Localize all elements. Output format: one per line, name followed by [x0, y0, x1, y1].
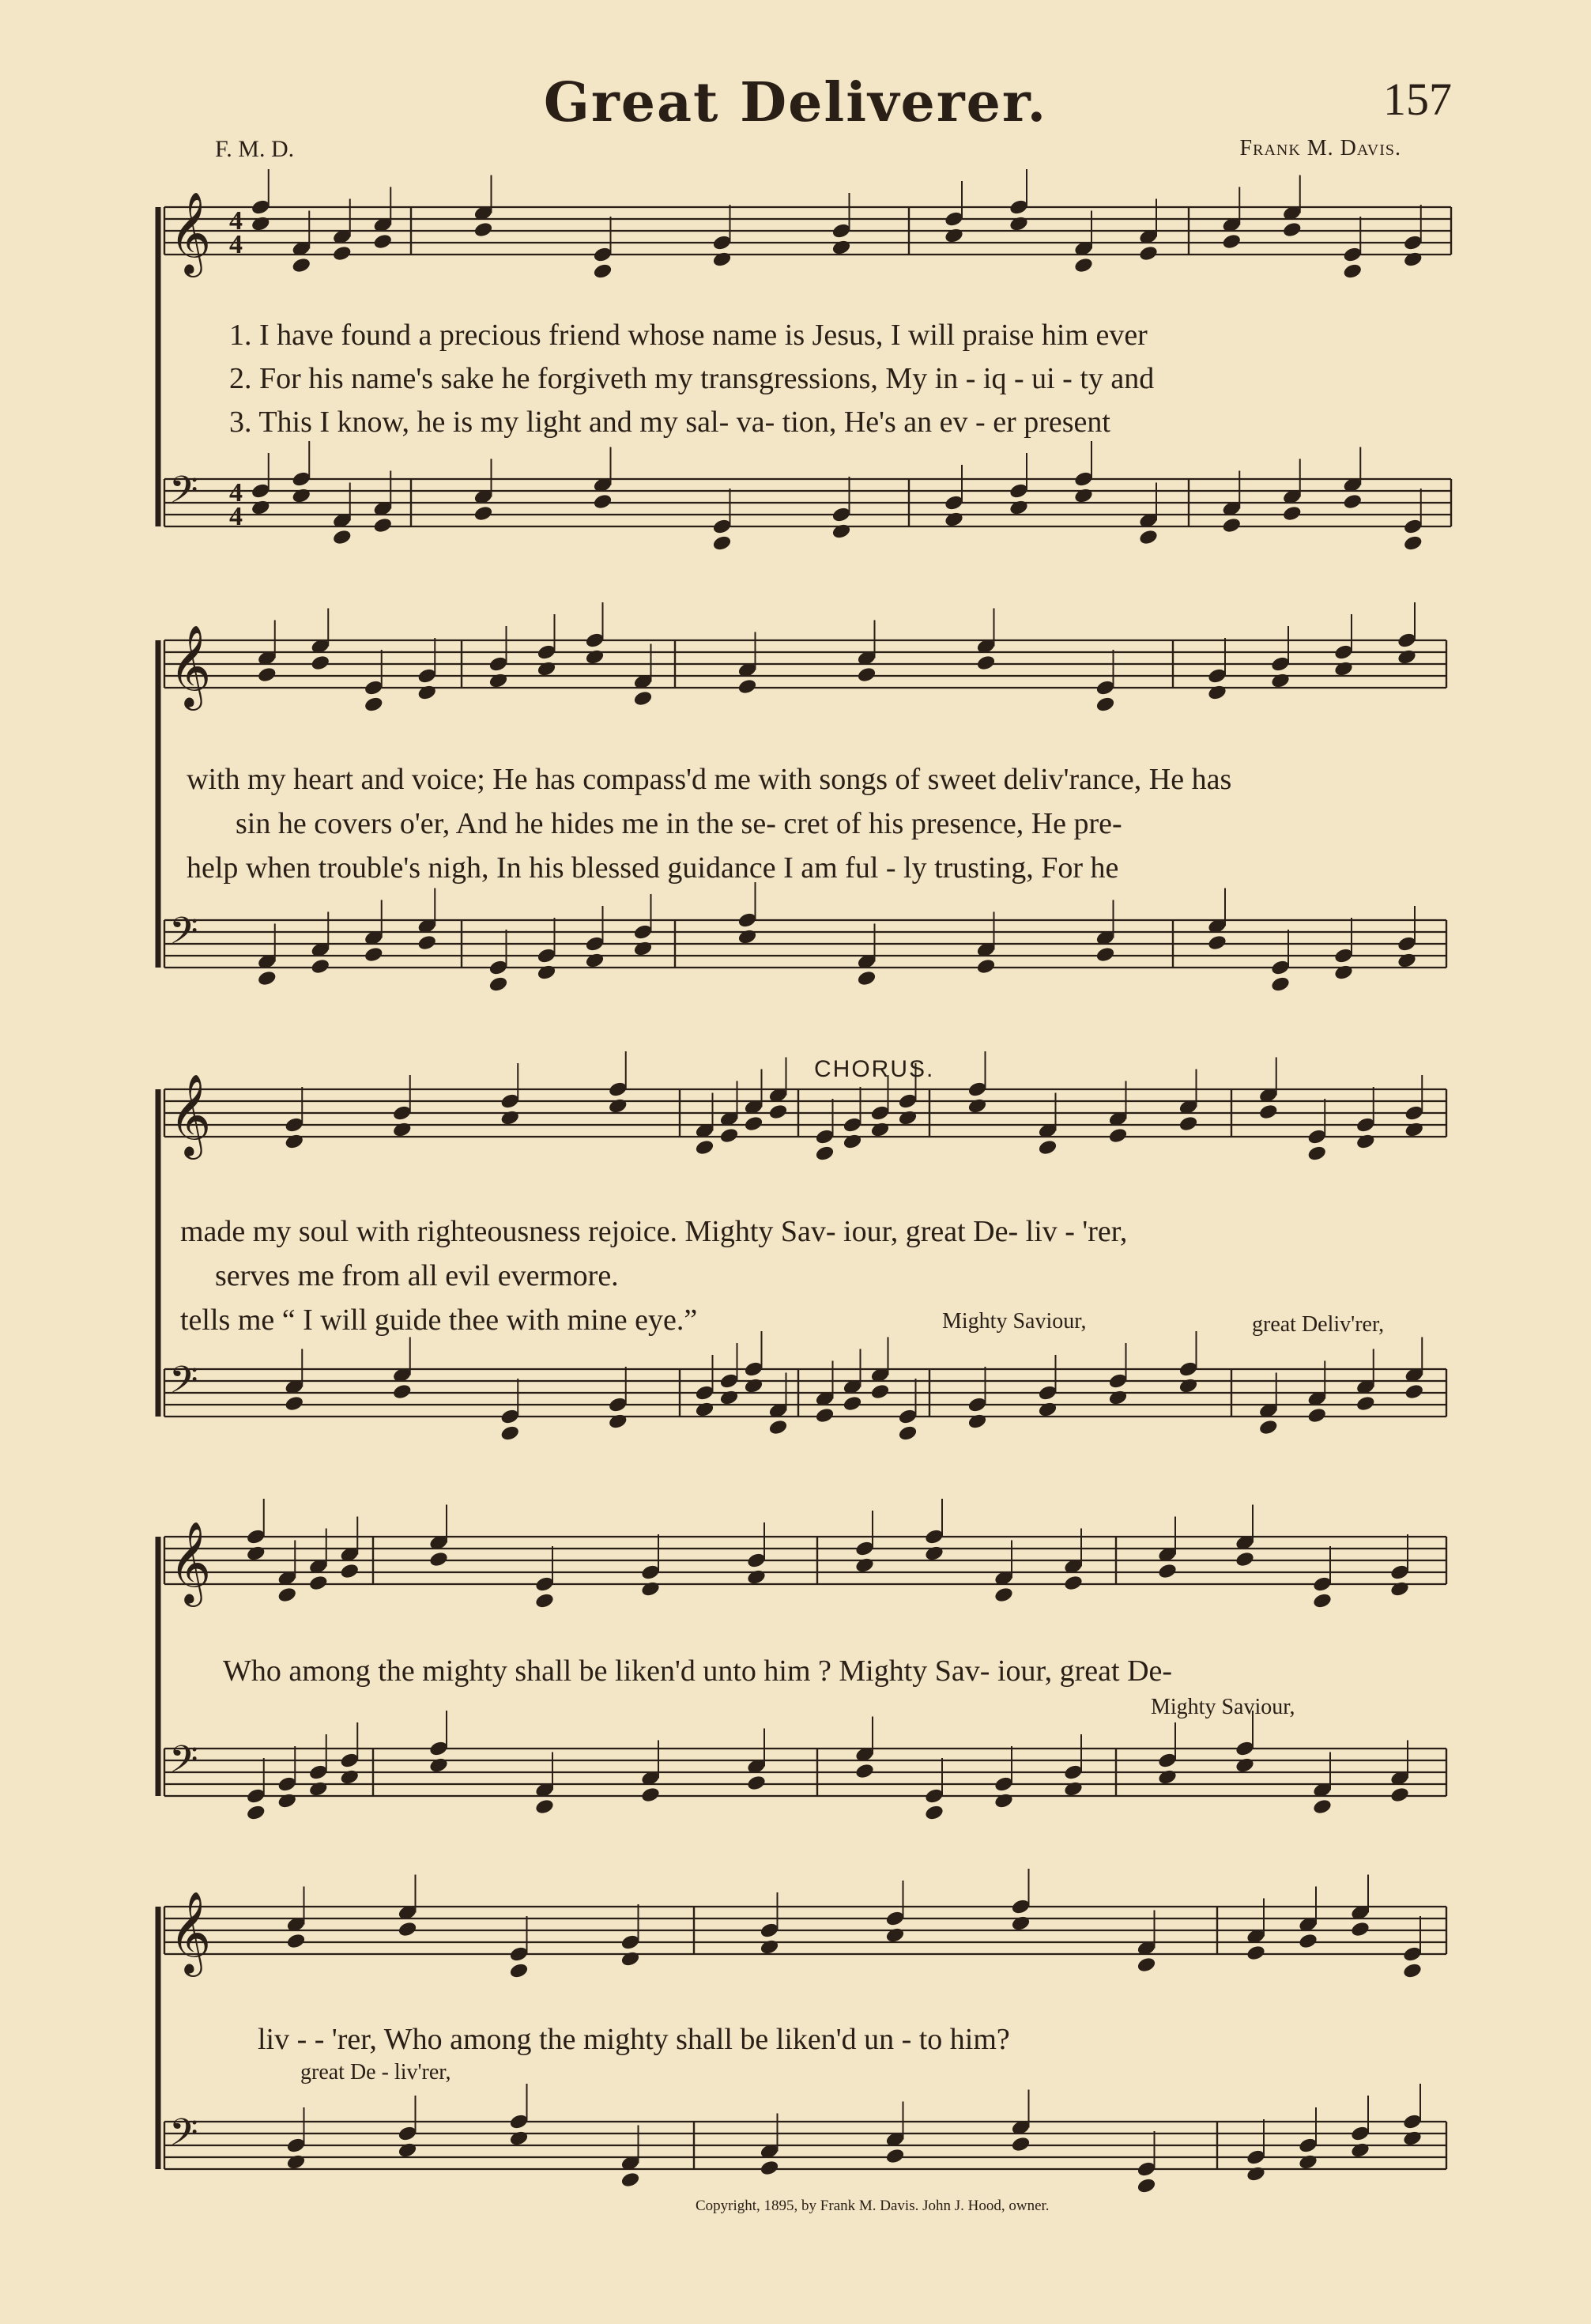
note-head [869, 1383, 890, 1400]
note-head [694, 1401, 714, 1418]
note-head [711, 534, 732, 552]
note-head [1298, 2153, 1318, 2171]
note-head [967, 1413, 987, 1430]
note-head [1403, 534, 1423, 552]
note-head [1397, 952, 1417, 969]
verse1-line1: 1. I have found a precious friend whose name is Jesus, I will praise him ever [229, 319, 1148, 352]
note-head [291, 256, 311, 274]
note-head [257, 666, 277, 683]
note-head [1063, 1780, 1084, 1798]
note-head [924, 1804, 944, 1821]
note-head [364, 696, 384, 713]
time-signature-bass: 4 [229, 502, 243, 531]
bass-cue-great-deliverer: great Deliv'rer, [1252, 1312, 1385, 1337]
note-head [884, 1926, 905, 1944]
bass-clef-icon: 𝄢 [169, 2111, 198, 2164]
note-head [1138, 244, 1159, 262]
note-head [1246, 1944, 1266, 1961]
note-head [737, 677, 757, 695]
note-head [1333, 964, 1354, 981]
note-head [488, 975, 508, 993]
note-head [718, 1126, 739, 1144]
note-head [1350, 1920, 1370, 1937]
note-head [1402, 1962, 1423, 1979]
treble-clef-icon: 𝄞 [169, 1891, 212, 1974]
note-head [759, 1938, 779, 1956]
bass-clef-icon: 𝄢 [169, 1359, 198, 1411]
note-head [417, 934, 437, 951]
note-head [500, 1424, 520, 1442]
note-head [428, 1550, 449, 1568]
note-head [1037, 1138, 1058, 1156]
note-head [1009, 215, 1029, 232]
time-signature-treble: 4 [229, 206, 243, 236]
note-head [1107, 1126, 1128, 1144]
note-head [1298, 1932, 1318, 1949]
note-head [584, 648, 605, 666]
note-head [1178, 1377, 1198, 1394]
note-head [500, 1109, 520, 1126]
note-head [1037, 1401, 1058, 1418]
bass-clef-icon: 𝄢 [169, 910, 198, 962]
copyright-notice: Copyright, 1895, by Frank M. Davis. John J. Hood, owner. [696, 2198, 1050, 2214]
note-head [1178, 1115, 1198, 1132]
note-head [1270, 672, 1291, 689]
note-head [1107, 1389, 1128, 1406]
time-signature-bass: 4 [229, 478, 243, 507]
note-head [1009, 499, 1029, 516]
bass-cue-great-deliverer-2: great De - liv'rer, [300, 2060, 451, 2084]
verse2-line3: serves me from all evil evermore. [215, 1259, 619, 1292]
note-head [473, 504, 493, 522]
chorus-line3: liv - - 'rer, Who among the mighty shall be liken'd un - to him? [258, 2023, 1010, 2056]
note-head [277, 1586, 297, 1603]
note-head [897, 1109, 918, 1126]
note-head [1350, 2141, 1370, 2159]
note-head [536, 660, 556, 677]
note-head [277, 1792, 297, 1809]
verse1-line3: made my soul with righteousness rejoice. Mighty Sav- iour, great De- liv - 'rer, [180, 1215, 1128, 1248]
note-head [856, 666, 877, 683]
note-head [632, 940, 653, 957]
note-head [251, 499, 271, 516]
note-head [1389, 1786, 1410, 1803]
note-head [473, 221, 493, 238]
note-head [814, 1145, 835, 1162]
words-credit: F. M. D. [215, 136, 295, 162]
note-head [1095, 696, 1115, 713]
note-head [332, 528, 353, 545]
verse2-line1: 2. For his name's sake he forgiveth my transgressions, My in - iq - ui - ty and [229, 362, 1155, 395]
note-head [251, 215, 271, 232]
note-head [842, 1133, 862, 1150]
note-head [1136, 1956, 1156, 1973]
chorus-line2: Who among the mighty shall be liken'd unto him ? Mighty Sav- iour, great De- [223, 1654, 1173, 1688]
time-signature-treble: 4 [229, 230, 243, 259]
note-head [1397, 648, 1417, 666]
note-head [759, 2159, 779, 2176]
note-head [718, 1389, 739, 1406]
note-head [924, 1545, 944, 1562]
page-number: 157 [1383, 74, 1452, 125]
note-head [372, 232, 393, 250]
note-head [854, 1762, 875, 1779]
note-head [397, 2141, 417, 2159]
verse3-line3: tells me “ I will guide thee with mine eye.” [180, 1303, 698, 1337]
bass-cue-mighty-saviour: Mighty Saviour, [942, 1309, 1087, 1334]
note-head [975, 957, 996, 975]
note-head [1073, 487, 1094, 504]
note-head [842, 1394, 862, 1412]
note-head [488, 672, 508, 689]
note-head [291, 487, 311, 504]
note-head [1342, 492, 1363, 510]
note-head [711, 251, 732, 268]
note-head [967, 1097, 987, 1115]
note-head [1138, 528, 1159, 545]
treble-clef-icon: 𝄞 [169, 1521, 212, 1604]
note-head [767, 1418, 788, 1436]
note-head [975, 654, 996, 671]
note-head [1207, 684, 1227, 701]
note-head [831, 239, 851, 256]
note-head [308, 1574, 329, 1591]
note-head [743, 1115, 763, 1132]
note-head [1282, 504, 1303, 522]
note-head [1306, 1145, 1327, 1162]
note-head [944, 227, 964, 244]
chorus-label: CHORUS. [814, 1056, 935, 1082]
note-head [1010, 2135, 1031, 2152]
note-head [1157, 1562, 1178, 1579]
note-head [536, 964, 556, 981]
note-head [608, 1413, 628, 1430]
note-head [1403, 251, 1423, 268]
note-head [592, 492, 613, 510]
note-head [508, 1962, 529, 1979]
note-head [1306, 1406, 1327, 1424]
note-head [1063, 1574, 1084, 1591]
note-head [1333, 660, 1354, 677]
note-head [372, 516, 393, 534]
note-head [1404, 1121, 1424, 1138]
note-head [1010, 1915, 1031, 1932]
note-head [1312, 1798, 1333, 1815]
note-head [339, 1768, 360, 1786]
note-head [767, 1103, 788, 1120]
note-head [746, 1774, 767, 1791]
treble-clef-icon: 𝄞 [169, 1073, 212, 1156]
note-head [246, 1545, 266, 1562]
note-head [993, 1586, 1014, 1603]
note-head [1402, 2130, 1423, 2147]
note-head [428, 1756, 449, 1774]
hymn-title: Great Deliverer. [543, 71, 1048, 134]
note-head [632, 689, 653, 707]
note-head [1073, 256, 1094, 274]
note-head [1258, 1418, 1279, 1436]
note-head [1235, 1550, 1255, 1568]
note-head [339, 1562, 360, 1579]
note-head [1258, 1103, 1279, 1120]
note-head [397, 1920, 417, 1937]
note-head [640, 1580, 661, 1598]
note-head [584, 952, 605, 969]
note-head [1136, 2177, 1156, 2194]
note-head [534, 1592, 555, 1609]
note-head [592, 262, 613, 280]
note-head [257, 969, 277, 987]
note-head [285, 1932, 306, 1949]
note-head [856, 969, 877, 987]
music-credit: Frank M. Davis. [1239, 136, 1401, 160]
note-head [640, 1786, 661, 1803]
note-head [897, 1424, 918, 1442]
note-head [608, 1097, 628, 1115]
note-head [310, 957, 330, 975]
note-head [1246, 2165, 1266, 2183]
note-head [814, 1406, 835, 1424]
note-head [737, 928, 757, 945]
note-head [854, 1556, 875, 1574]
note-head [508, 2130, 529, 2147]
note-head [308, 1780, 329, 1798]
note-head [944, 511, 964, 528]
note-head [1207, 934, 1227, 951]
note-head [993, 1792, 1014, 1809]
note-head [310, 654, 330, 671]
bass-clef-icon: 𝄢 [169, 1738, 198, 1790]
note-head [332, 244, 353, 262]
bass-cue-mighty-saviour-2: Mighty Saviour, [1151, 1695, 1295, 1719]
note-head [284, 1133, 304, 1150]
note-head [1355, 1133, 1376, 1150]
note-head [746, 1568, 767, 1586]
note-head [620, 2171, 640, 2188]
note-head [364, 945, 384, 963]
bass-clef-icon: 𝄢 [169, 469, 198, 521]
note-head [1355, 1394, 1376, 1412]
note-head [831, 523, 851, 540]
note-head [1312, 1592, 1333, 1609]
note-head [1221, 516, 1242, 534]
verse3-line1: 3. This I know, he is my light and my sal- va- tion, He's an ev - er present [229, 406, 1110, 439]
note-head [1235, 1756, 1255, 1774]
note-head [1404, 1383, 1424, 1400]
note-head [284, 1394, 304, 1412]
note-head [1157, 1768, 1178, 1786]
note-head [246, 1804, 266, 1821]
note-head [1389, 1580, 1410, 1598]
note-head [1221, 232, 1242, 250]
verse3-line2: help when trouble's nigh, In his blessed guidance I am ful - ly trusting, For he [187, 851, 1119, 885]
note-head [1282, 221, 1303, 238]
note-head [743, 1377, 763, 1394]
verse1-line2: with my heart and voice; He has compass'd me with songs of sweet deliv'rance, He has [187, 763, 1232, 796]
note-head [417, 684, 437, 701]
note-head [1270, 975, 1291, 993]
note-head [694, 1138, 714, 1156]
note-head [1095, 945, 1115, 963]
note-head [884, 2147, 905, 2164]
note-head [1342, 262, 1363, 280]
note-head [392, 1121, 413, 1138]
note-head [620, 1950, 640, 1967]
note-head [534, 1798, 555, 1815]
treble-clef-icon: 𝄞 [169, 624, 212, 707]
note-head [392, 1383, 413, 1400]
verse2-line2: sin he covers o'er, And he hides me in the se- cret of his presence, He pre- [236, 807, 1122, 840]
note-head [285, 2153, 306, 2171]
note-head [869, 1121, 890, 1138]
treble-clef-icon: 𝄞 [169, 191, 212, 274]
